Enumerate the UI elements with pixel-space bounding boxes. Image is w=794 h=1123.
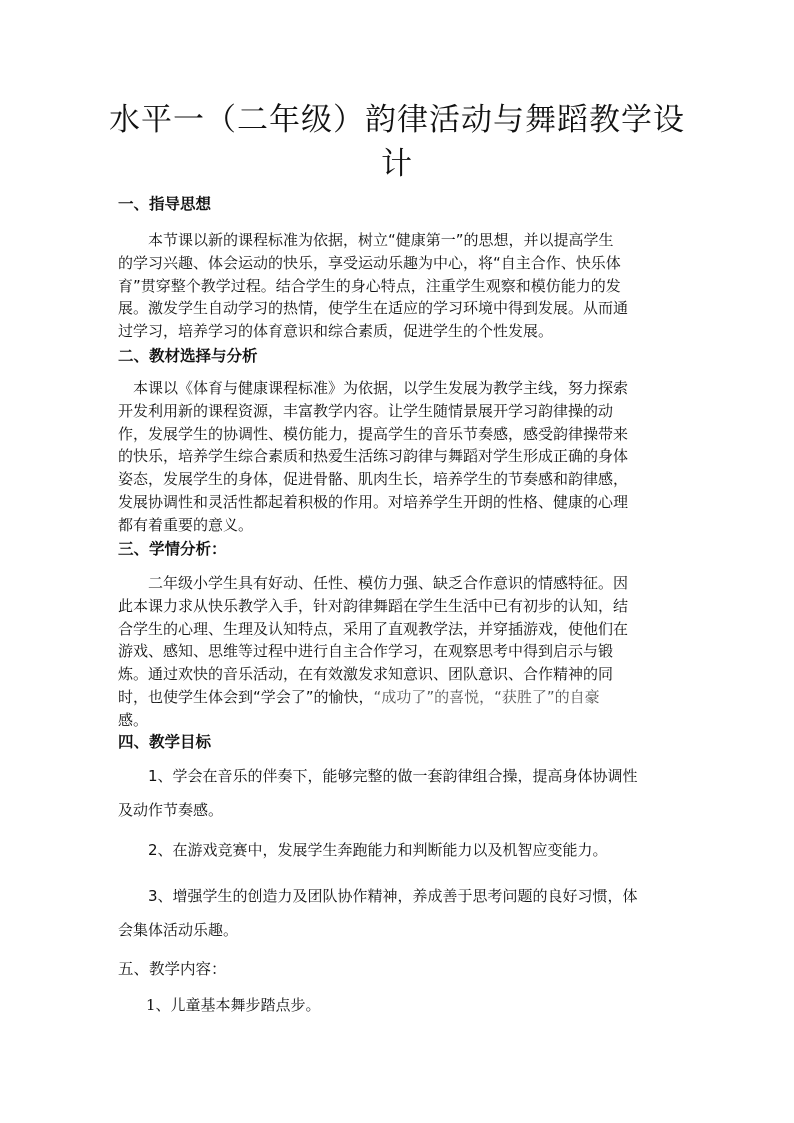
- paragraph-line: 的快乐，培养学生综合素质和热爱生活练习韵律与舞蹈对学生形成正确的身体: [118, 447, 629, 466]
- paragraph-segment: 时，也使学生体会到“学会了”的愉快，: [118, 687, 374, 706]
- paragraph-segment-gray: “成功了”的喜悦，“获胜了”的自豪: [373, 687, 600, 706]
- section-heading-guiding-ideology: 一、指导思想: [118, 195, 212, 213]
- paragraph-line: 感。: [118, 710, 149, 729]
- paragraph-line: 姿态，发展学生的身体，促进骨骼、肌肉生长，培养学生的节奏感和韵律感，: [118, 470, 629, 489]
- paragraph-line: 育”贯穿整个教学过程。结合学生的身心特点，注重学生观察和模仿能力的发: [118, 276, 621, 295]
- paragraph-line: 炼。通过欢快的音乐活动，在有效激发求知意识、团队意识、合作精神的同: [118, 665, 614, 684]
- paragraph-line: 开发利用新的课程资源，丰富教学内容。让学生随情景展开学习韵律操的动: [118, 401, 614, 420]
- paragraph-line: [118, 686, 678, 709]
- section-heading-teaching-content: 五、教学内容：: [118, 960, 227, 978]
- paragraph-line: 作，发展学生的协调性、模仿能力，提高学生的音乐节奏感，感受韵律操带来: [118, 424, 629, 443]
- objective-3: [118, 879, 678, 947]
- paragraph-line: 1、学会在音乐的伴奏下，能够完整的做一套韵律组合操，提高身体协调性: [118, 767, 638, 785]
- paragraph-line: 2、在游戏竞赛中，发展学生奔跑能力和判断能力以及机智应变能力。: [118, 841, 608, 859]
- paragraph-line: 游戏、感知、思维等过程中进行自主合作学习，在观察思考中得到启示与锻: [118, 642, 614, 661]
- paragraph-line: 及动作节奏感。: [118, 801, 224, 819]
- title-line-1: 水平一（二年级）韵律活动与舞蹈教学设: [109, 102, 685, 138]
- section-body-material-analysis: [118, 377, 678, 537]
- paragraph-line: 过学习，培养学习的体育意识和综合素质，促进学生的个性发展。: [118, 322, 554, 341]
- paragraph-line: 本课以《体育与健康课程标准》为依据，以学生发展为教学主线，努力探索: [118, 379, 629, 397]
- paragraph-line: 本节课以新的课程标准为依据，树立“健康第一”的思想，并以提高学生: [118, 231, 614, 249]
- paragraph-line: 发展协调性和灵活性都起着积极的作用。对培养学生开朗的性格、健康的心理: [118, 492, 629, 511]
- section-body-guiding-ideology: [118, 229, 678, 343]
- section-heading-student-analysis: 三、学情分析：: [118, 540, 227, 558]
- paragraph-line: 此本课力求从快乐教学入手，针对韵律舞蹈在学生生活中已有初步的认知，结: [118, 596, 629, 615]
- content-item-1: 1、儿童基本舞步踏点步。: [146, 996, 321, 1014]
- objective-2: [118, 833, 678, 867]
- section-heading-teaching-objectives: 四、教学目标: [118, 733, 212, 751]
- paragraph-line: 都有着重要的意义。: [118, 515, 254, 534]
- objective-1: [118, 759, 678, 827]
- paragraph-line: 的学习兴趣、体会运动的快乐，享受运动乐趣为中心，将“自主合作、快乐体: [118, 253, 621, 272]
- paragraph-line: 展。激发学生自动学习的热情，使学生在适应的学习环境中得到发展。从而通: [118, 299, 629, 318]
- document-title: [100, 98, 694, 186]
- section-body-student-analysis: [118, 572, 678, 732]
- title-line-2: 计: [381, 146, 413, 182]
- section-heading-material-analysis: 二、教材选择与分析: [118, 347, 258, 365]
- paragraph-line: 二年级小学生具有好动、任性、模仿力强、缺乏合作意识的情感特征。因: [118, 574, 629, 592]
- paragraph-line: 会集体活动乐趣。: [118, 921, 239, 939]
- paragraph-line: 合学生的心理、生理及认知特点，采用了直观教学法，并穿插游戏，使他们在: [118, 619, 629, 638]
- paragraph-line: 3、增强学生的创造力及团队协作精神，养成善于思考问题的良好习惯，体: [118, 887, 638, 905]
